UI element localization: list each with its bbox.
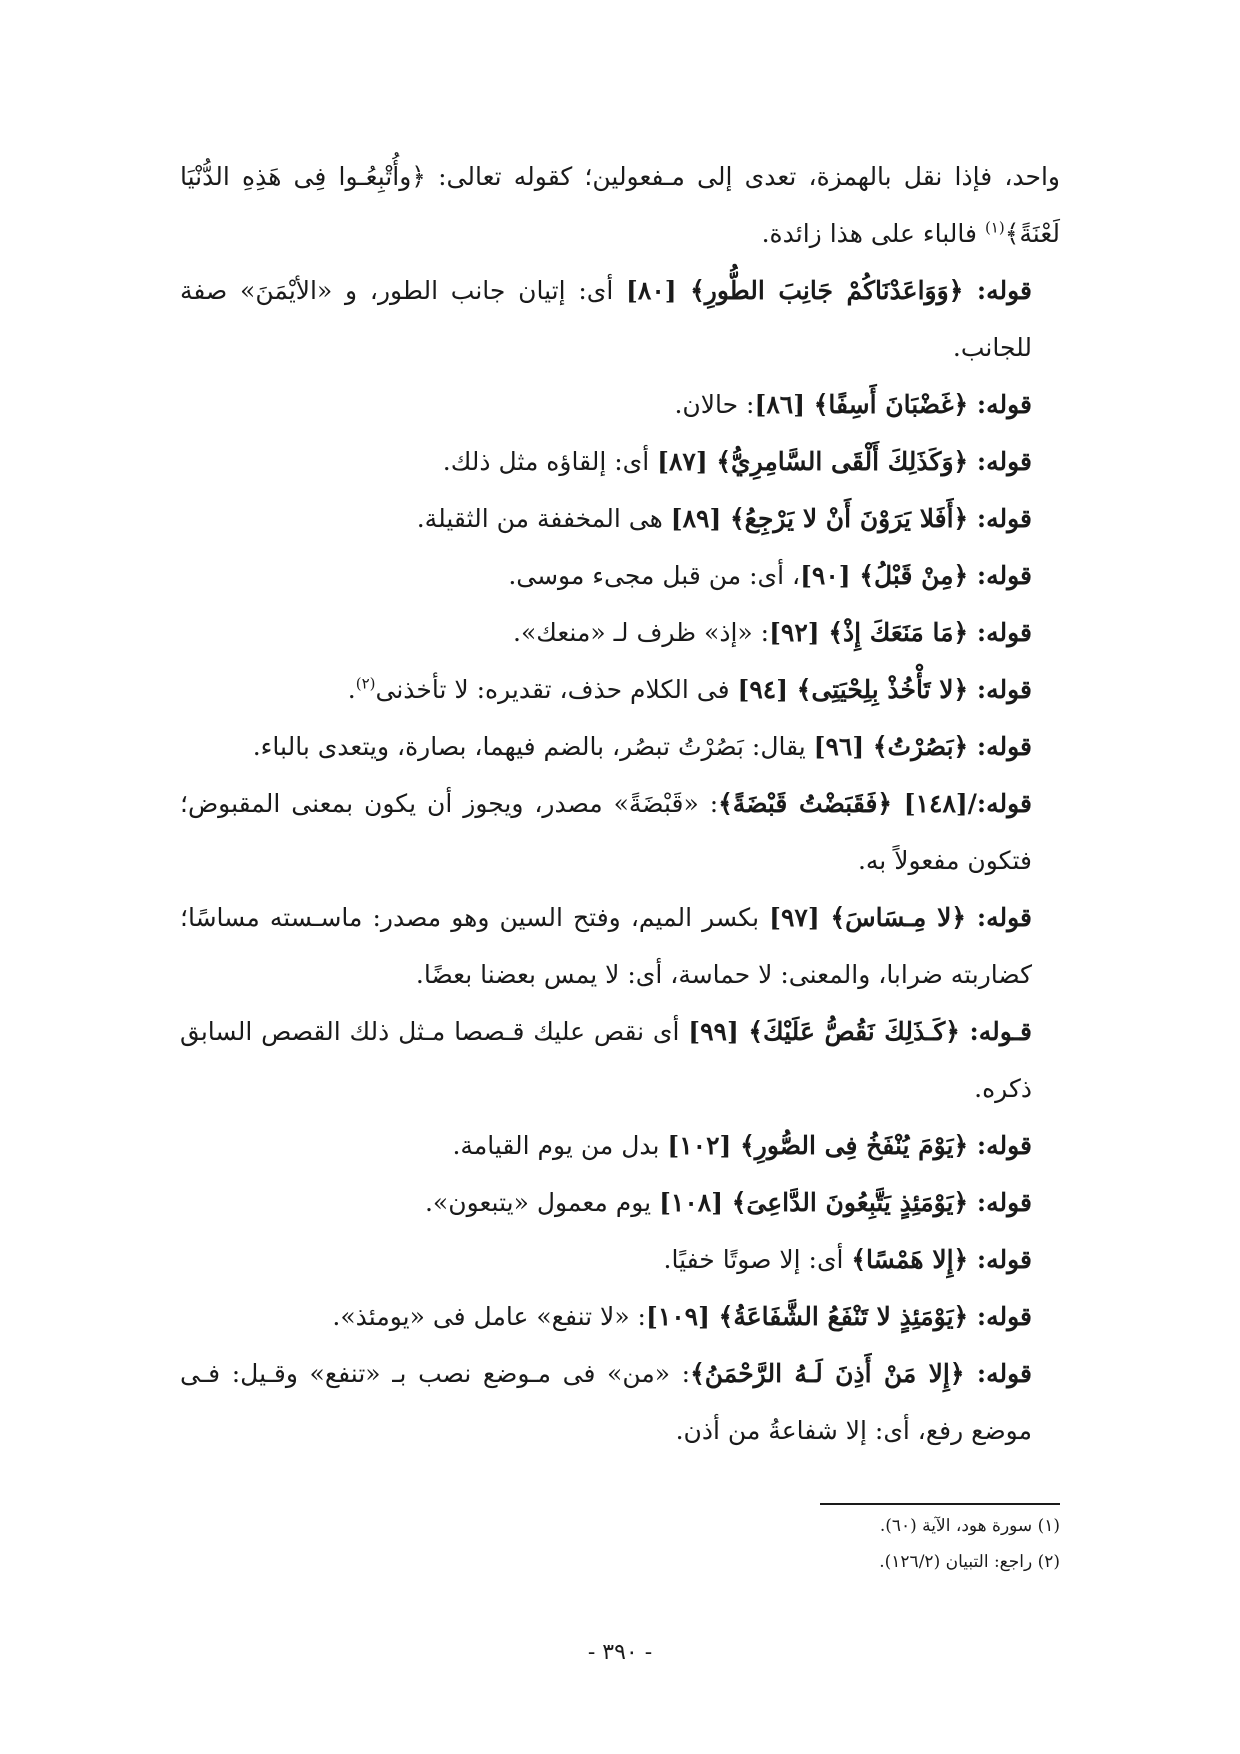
entry-label: قوله:	[964, 1359, 1032, 1388]
quran-quote: ﴿يَوْمَئِذٍ لا تَنْفَعُ الشَّفَاعَةُ﴾	[718, 1302, 969, 1331]
verse-ref: [٨٧]	[657, 447, 717, 476]
quran-quote: ﴿كَـذَلِكَ نَقُصُّ عَلَيْكَ﴾	[748, 1017, 960, 1046]
quran-quote: ﴿لا تَأْخُذْ بِلِحْيَتِى﴾	[796, 675, 969, 704]
verse-ref: [٩٤]	[737, 675, 797, 704]
commentary-text: : «من» فى مـوضع نصب بـ «تنفع» وقـيل: فـى موضع رفع، أى: إلا شفاعةُ من أذن.	[180, 1359, 1032, 1445]
quran-quote: ﴿مَا مَنَعَكَ إِذْ﴾	[828, 618, 969, 647]
commentary-text: أى: إتيان جانب الطور، و «الأيْمَنَ» صفة للجانب.	[180, 276, 1032, 362]
commentary-text: أى: إلا صوتًا خفيًا.	[663, 1245, 852, 1274]
paragraph-4	[180, 490, 1060, 547]
verse-ref: [١٠٨]	[659, 1188, 732, 1217]
commentary-text: ، أى: من قبل مجىء موسى.	[508, 561, 801, 590]
verse-ref: [١٠٩]	[645, 1302, 719, 1331]
commentary-text: يوم معمول «يتبعون».	[424, 1188, 660, 1217]
verse-ref: [٩٦]	[813, 732, 873, 761]
footnote-1: (١) سورة هود، الآية (٦٠).	[879, 1516, 1060, 1536]
verse-ref: [٩٠]	[800, 561, 860, 590]
commentary-text: أى: إلقاؤه مثل ذلك.	[442, 447, 658, 476]
footnote-marker-1: (١)	[984, 218, 1005, 237]
quran-quote: ﴿إِلا هَمْسًا﴾	[851, 1245, 969, 1274]
commentary-text: أى نقص عليك قـصصا مـثل ذلك القصص السابق ذكره.	[180, 1017, 1032, 1103]
quran-quote: ﴿إِلا مَنْ أَذِنَ لَـهُ الرَّحْمَنُ﴾	[690, 1359, 965, 1388]
paragraph-10	[180, 889, 1060, 1003]
paragraph-3	[180, 433, 1060, 490]
paragraph-16	[180, 1345, 1060, 1459]
entry-label: قوله:/	[967, 789, 1032, 818]
commentary-text: هى المخففة من الثقيلة.	[416, 504, 671, 533]
paragraph-1	[180, 262, 1060, 376]
paragraph-7	[180, 661, 1060, 718]
verse-ref: [٩٢]	[769, 618, 829, 647]
verse-ref: [٩٧]	[769, 903, 831, 932]
entry-label: قوله:	[968, 1131, 1032, 1160]
page-number: - ٣٩٠ -	[587, 1640, 653, 1665]
quran-quote: ﴿أَفَلا يَرَوْنَ أَنْ لا يَرْجِعُ﴾	[729, 504, 969, 533]
verse-ref: [١٠٢]	[667, 1131, 741, 1160]
commentary-text-after: .	[347, 675, 356, 704]
quran-quote: ﴿وَوَاعَدْنَاكُمْ جَانِبَ الطُّورِ﴾	[690, 276, 964, 305]
quran-quote: ﴿لا مِـسَاسَ﴾	[830, 903, 967, 932]
paragraph-text: واحد، فإذا نقل بالهمزة، تعدى إلى مـفعولين؛ كقوله تعالى: ﴿وأُتْبِعُـوا فِى هَذِهِ الدُّنْيَا لَعْنَةً﴾	[180, 162, 1060, 248]
paragraph-6	[180, 604, 1060, 661]
entry-label: قوله:	[968, 1188, 1032, 1217]
commentary-text: : «قَبْضَةً» مصدر، ويجوز أن يكون بمعنى المقبوض؛ فتكون مفعولاً به.	[180, 789, 1032, 875]
footnote-divider	[820, 1503, 1060, 1505]
quran-quote: ﴿وَكَذَلِكَ أَلْقَى السَّامِرِيُّ﴾	[716, 447, 969, 476]
paragraph-8	[180, 718, 1060, 775]
entry-label: قوله:	[968, 390, 1032, 419]
verse-ref: [٨٦]	[754, 390, 814, 419]
verse-ref: [٨٩]	[670, 504, 730, 533]
paragraph-12	[180, 1117, 1060, 1174]
commentary-text: بكسر الميم، وفتح السين وهو مصدر: ماسـسته مساسًا؛ كضاربته ضرابا، والمعنى: لا حماسة، أى: لا يمس بعضنا بعضًا.	[180, 903, 1032, 989]
footnote-marker-2: (٢)	[355, 674, 376, 693]
commentary-text: بدل من يوم القيامة.	[452, 1131, 668, 1160]
paragraph-0	[180, 148, 1060, 262]
entry-label: قوله:	[968, 561, 1032, 590]
quran-quote: ﴿يَوْمَ يُنْفَخُ فِى الصُّورِ﴾	[740, 1131, 969, 1160]
entry-label: قوله:	[966, 903, 1032, 932]
entry-label: قوله:	[968, 618, 1032, 647]
paragraph-5	[180, 547, 1060, 604]
commentary-text: : حالان.	[674, 390, 755, 419]
paragraph-13	[180, 1174, 1060, 1231]
entry-label: قوله:	[968, 675, 1032, 704]
entry-label: قوله:	[963, 276, 1032, 305]
quran-quote: ﴿مِنْ قَبْلُ﴾	[859, 561, 969, 590]
entry-label: قوله:	[968, 732, 1032, 761]
paragraph-11	[180, 1003, 1060, 1117]
commentary-text: يقال: بَصُرْتُ تبصُر، بالضم فيهما، بصارة، ويتعدى بالباء.	[252, 732, 814, 761]
entry-label: قوله:	[968, 1302, 1032, 1331]
paragraph-2	[180, 376, 1060, 433]
entry-label: قوله:	[968, 447, 1032, 476]
quran-quote: ﴿يَوْمَئِذٍ يَتَّبِعُونَ الدَّاعِىَ﴾	[731, 1188, 969, 1217]
paragraph-text-after: فالباء على هذا زائدة.	[761, 219, 985, 248]
commentary-text: : «لا تنفع» عامل فى «يومئذ».	[332, 1302, 646, 1331]
paragraph-14	[180, 1231, 1060, 1288]
commentary-text: : «إذ» ظرف لـ «منعك».	[513, 618, 770, 647]
footnote-2: (٢) راجع: التبيان (١٢٦/٢).	[879, 1552, 1060, 1572]
verse-ref: [٩٩]	[688, 1017, 749, 1046]
entry-label: قوله:	[968, 504, 1032, 533]
footnotes	[460, 1508, 1060, 1580]
commentary-text: فى الكلام حذف، تقديره: لا تأخذنى	[375, 675, 738, 704]
paragraph-9	[180, 775, 1060, 889]
verse-ref: [٨٠]	[626, 276, 691, 305]
quran-quote: [١٤٨] ﴿فَقَبَضْتُ قَبْضَةً﴾	[718, 789, 968, 818]
entry-label: قوله:	[968, 1245, 1032, 1274]
quran-quote: ﴿غَضْبَانَ أَسِفًا﴾	[813, 390, 969, 419]
quran-quote: ﴿بَصُرْتُ﴾	[872, 732, 969, 761]
main-text	[180, 148, 1060, 1459]
entry-label: قـوله:	[959, 1017, 1032, 1046]
paragraph-15	[180, 1288, 1060, 1345]
